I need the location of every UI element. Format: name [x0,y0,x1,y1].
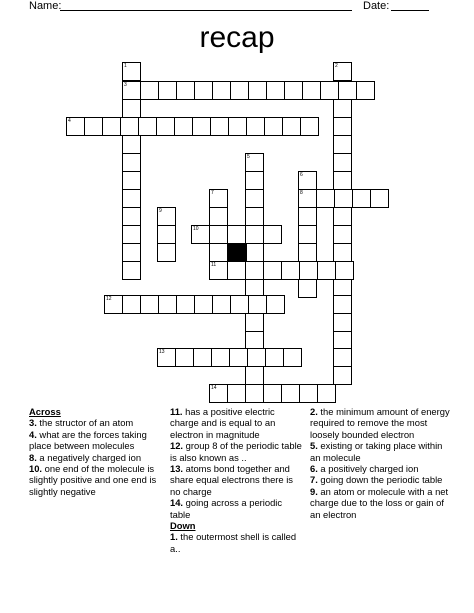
clue [170,440,304,463]
crossword-cell[interactable] [122,225,141,244]
date-label: Date: [363,0,390,12]
crossword-cell[interactable] [194,81,213,100]
crossword-cell[interactable] [209,261,228,280]
crossword-cell[interactable] [299,261,318,280]
crossword-cell[interactable] [209,189,228,208]
crossword-cell[interactable] [298,243,317,262]
crossword-cell[interactable] [138,117,157,136]
clue-number: 7. [310,474,318,486]
clue-text: atoms bond together and share equal electrons there is no charge [170,463,293,497]
crossword-cell[interactable] [122,243,141,262]
crossword-cell[interactable] [193,348,212,367]
clue-number: 8. [29,451,37,463]
clue-number: 13. [170,463,184,475]
crossword-cell[interactable] [300,117,319,136]
clue-text: what are the forces taking place between molecules [29,428,147,452]
clue-text: one end of the molecule is slightly positive and one end is slightly negative [29,463,157,497]
clue-number: 10 [193,226,199,232]
clue-text: going down the periodic table [317,474,443,486]
crossword-cell[interactable] [158,295,177,314]
crossword-cell[interactable] [333,207,352,226]
crossword-cell[interactable] [157,243,176,262]
crossword-cell[interactable] [298,225,317,244]
crossword-cell[interactable] [263,225,282,244]
crossword-cell[interactable] [248,295,267,314]
crossword-cell[interactable] [333,225,352,244]
clue [170,406,304,440]
crossword-cell[interactable] [157,225,176,244]
crossword-cell[interactable] [176,81,195,100]
crossword-cell[interactable] [120,117,139,136]
crossword-cell[interactable] [245,207,264,226]
clue [310,463,450,474]
crossword-cell[interactable] [283,348,302,367]
crossword-cell[interactable] [298,207,317,226]
crossword-cell[interactable] [230,295,249,314]
crossword-cell[interactable] [245,225,264,244]
clue [29,429,163,452]
crossword-cell[interactable] [335,261,354,280]
page-title: recap [199,21,275,54]
clue [170,463,304,497]
crossword-cell[interactable] [230,81,249,100]
clue-number: 5 [247,154,250,160]
crossword-cell[interactable] [298,171,317,190]
clue-number: 3 [124,82,127,88]
clue-number: 10. [29,463,43,475]
clue [310,474,450,485]
crossword-cell[interactable] [370,189,389,208]
crossword-cell[interactable] [298,279,317,298]
clue-number: 12 [106,296,112,302]
clue-text: the minimum amount of energy required to remove the most loosely bounded electron [310,406,450,440]
crossword-cell[interactable] [209,384,228,403]
clue-number: 1 [124,63,127,69]
clue-text: the structor of an atom [36,417,134,429]
clue [310,406,450,440]
clue [170,531,304,554]
clue-number: 11. [170,406,183,417]
crossword-cell[interactable] [333,171,352,190]
crossword-cell[interactable] [266,81,285,100]
crossword-cell[interactable] [245,153,264,172]
clue-number: 14. [170,497,184,509]
crossword-cell[interactable] [245,243,264,262]
crossword-cell[interactable] [333,99,352,118]
clue-number: 1. [170,531,178,543]
crossword-cell[interactable] [212,81,231,100]
black-square [228,243,247,262]
crossword-cell[interactable] [333,243,352,262]
crossword-cell[interactable] [264,117,283,136]
crossword-cell[interactable] [245,366,264,385]
clue [29,417,163,428]
crossword-cell[interactable] [175,348,194,367]
clue-text: a negatively charged ion [36,451,142,463]
clue-text: group 8 of the periodic table is also known as .. [170,440,302,463]
crossword-cell[interactable] [246,117,265,136]
crossword-cell[interactable] [334,189,353,208]
crossword-cell[interactable] [194,295,213,314]
clue-number: 2 [335,63,338,69]
crossword-cell[interactable] [209,243,228,262]
crossword-cell[interactable] [317,384,336,403]
clue-number: 5. [310,440,318,452]
crossword-cell[interactable] [122,189,141,208]
clues-column-1 [29,406,163,497]
crossword-cell[interactable] [299,384,318,403]
crossword-cell[interactable] [333,153,352,172]
clue [29,463,163,497]
clue-text: existing or taking place within an molecule [310,440,443,463]
clue-text: a positively charged ion [317,463,419,475]
clue-text: an atom or molecule with a net charge due to the loss or gain of an electron [310,485,449,520]
clue-section-heading: Across [29,406,61,417]
crossword-cell[interactable] [245,261,264,280]
crossword-cell[interactable] [229,348,248,367]
crossword-cell[interactable] [265,348,284,367]
crossword-cell[interactable] [122,99,141,118]
crossword-cell[interactable] [356,81,375,100]
clue-text: the outermost shell is called a.. [170,531,297,554]
clue-number: 9. [310,485,318,497]
crossword-cell[interactable] [333,348,352,367]
crossword-cell[interactable] [122,153,141,172]
crossword-cell[interactable] [317,261,336,280]
crossword-cell[interactable] [192,117,211,136]
clue-number: 6. [310,463,318,475]
crossword-cell[interactable] [212,295,231,314]
crossword-cell[interactable] [210,117,229,136]
clue-number: 4 [68,118,71,124]
crossword-cell[interactable] [140,295,159,314]
clue-number: 7 [211,190,214,196]
clue [310,440,450,463]
clue-number: 9 [159,208,162,214]
crossword-cell[interactable] [157,207,176,226]
crossword-cell[interactable] [352,189,371,208]
clues-column-3 [310,406,450,520]
crossword-cell[interactable] [247,348,266,367]
crossword-cell[interactable] [333,62,352,81]
crossword-cell[interactable] [333,366,352,385]
crossword-cell[interactable] [122,171,141,190]
crossword-cell[interactable] [316,189,335,208]
crossword-cell[interactable] [298,189,317,208]
clue [170,497,304,520]
clues-column-2 [170,406,304,554]
crossword-cell[interactable] [176,295,195,314]
crossword-cell[interactable] [122,135,141,154]
clue-number: 12. [170,440,184,452]
crossword-cell[interactable] [122,81,141,100]
crossword-cell[interactable] [209,225,228,244]
clue-text: going across a periodic table [170,497,283,520]
clue [29,452,163,463]
crossword-cell[interactable] [227,261,246,280]
crossword-cell[interactable] [338,81,357,100]
crossword-cell[interactable] [191,225,210,244]
clue-section-heading: Down [170,520,196,532]
crossword-cell[interactable] [174,117,193,136]
crossword-cell[interactable] [263,384,282,403]
crossword-cell[interactable] [245,171,264,190]
clue-number: 11 [211,262,217,268]
crossword-cell[interactable] [281,261,300,280]
crossword-cell[interactable] [245,189,264,208]
crossword-cell[interactable] [227,225,246,244]
clue-text: has a positive electric charge and is equal to an electron in magnitude [170,406,276,440]
crossword-cell[interactable] [209,207,228,226]
clue-number: 2. [310,406,318,417]
crossword-cell[interactable] [157,348,176,367]
name-label: Name: [29,0,62,12]
clue-number: 6 [300,172,303,178]
crossword-cell[interactable] [248,81,267,100]
crossword-cell[interactable] [228,117,247,136]
crossword-cell[interactable] [122,295,141,314]
crossword-cell[interactable] [263,261,282,280]
crossword-cell[interactable] [102,117,121,136]
crossword-cell[interactable] [140,81,159,100]
clue [310,486,450,520]
crossword-cell[interactable] [284,81,303,100]
clue-number: 4. [29,428,37,440]
crossword-cell[interactable] [333,313,352,332]
crossword-cell[interactable] [333,117,352,136]
crossword-cell[interactable] [302,81,321,100]
clue-number: 13 [159,349,165,355]
crossword-cell[interactable] [66,117,85,136]
crossword-cell[interactable] [266,295,285,314]
crossword-cell[interactable] [333,295,352,314]
crossword-cell[interactable] [245,313,264,332]
crossword-cell[interactable] [122,62,141,81]
crossword-cell[interactable] [282,117,301,136]
crossword-cell[interactable] [156,117,175,136]
crossword-cell[interactable] [104,295,123,314]
crossword-cell[interactable] [122,207,141,226]
crossword-cell[interactable] [122,261,141,280]
crossword-cell[interactable] [333,135,352,154]
clue-number: 3. [29,417,37,429]
crossword-cell[interactable] [211,348,230,367]
clue-number: 8 [300,190,303,196]
crossword-cell[interactable] [281,384,300,403]
clue-number: 14 [211,385,217,391]
crossword-cell[interactable] [158,81,177,100]
crossword-cell[interactable] [245,384,264,403]
crossword-cell[interactable] [320,81,339,100]
crossword-cell[interactable] [84,117,103,136]
crossword-cell[interactable] [227,384,246,403]
